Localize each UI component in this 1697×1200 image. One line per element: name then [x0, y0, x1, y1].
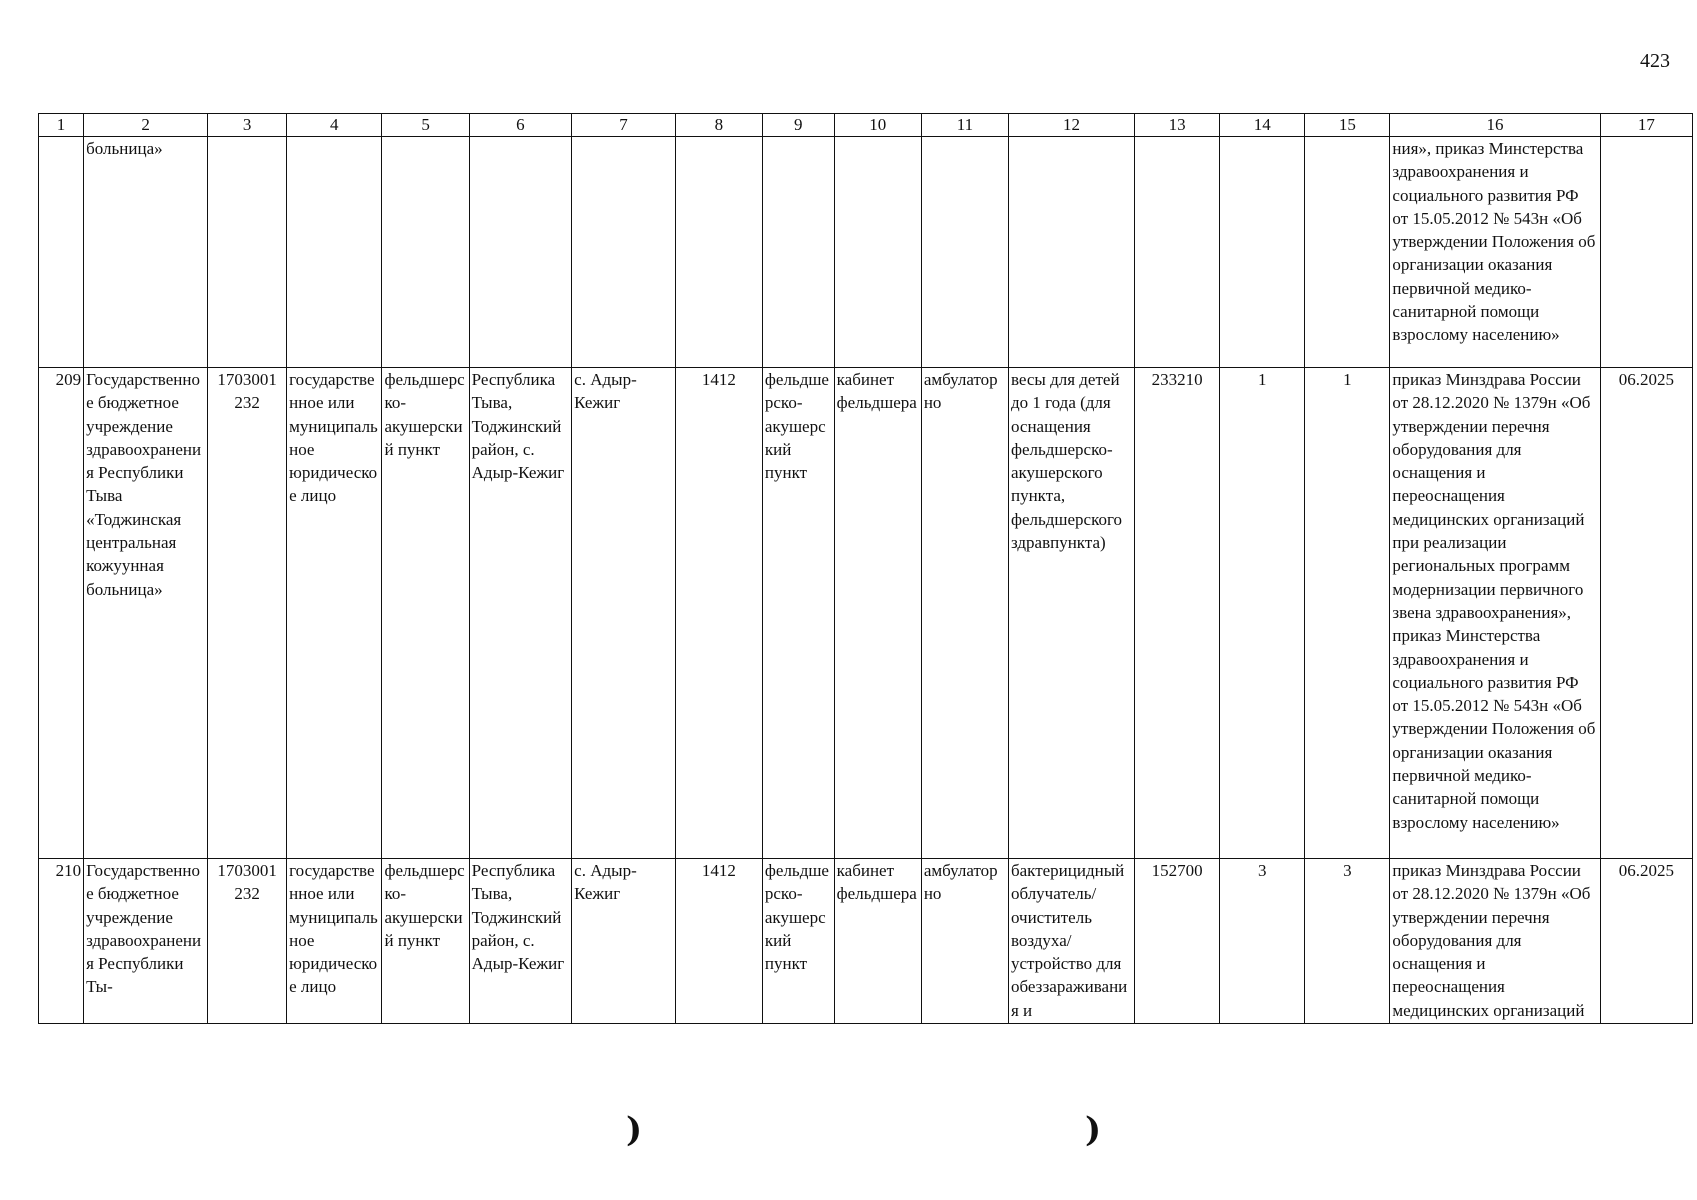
column-header: 11	[921, 114, 1008, 137]
cell-quantity-2: 1	[1305, 368, 1390, 859]
cell-care-form	[921, 137, 1008, 368]
column-header: 13	[1135, 114, 1220, 137]
cell-date: 06.2025	[1600, 859, 1692, 1024]
cell-equipment-code: 152700	[1135, 859, 1220, 1024]
cell-number: 210	[39, 859, 84, 1024]
cell-date	[1600, 137, 1692, 368]
cell-organization: больница»	[84, 137, 208, 368]
cell-code-2: 1412	[675, 368, 762, 859]
cell-legal-form: государственное или муниципальное юридическое лицо	[287, 368, 382, 859]
cell-organization: Государственное бюджетное учреждение здравоохранения Республики Тыва «Тоджинская центральная кожуунная больница»	[84, 368, 208, 859]
column-header: 15	[1305, 114, 1390, 137]
footer-mark: )	[1085, 1110, 1102, 1150]
cell-equipment	[1008, 137, 1134, 368]
cell-locality	[572, 137, 676, 368]
cell-code	[208, 137, 287, 368]
cell-unit-type: фельдшерско-акушерский пункт	[382, 859, 469, 1024]
register-table	[38, 113, 1693, 1024]
cell-unit-type	[382, 137, 469, 368]
cell-number: 209	[39, 368, 84, 859]
column-header: 8	[675, 114, 762, 137]
cell-subdivision: фельдшерско-акушерский пункт	[762, 859, 834, 1024]
cell-quantity: 3	[1220, 859, 1305, 1024]
column-header: 14	[1220, 114, 1305, 137]
column-header: 5	[382, 114, 469, 137]
cell-legal-basis: ния», приказ Минстерства здравоохранения и социального развития РФ от 15.05.2012 № 543н «Об утверждении Положения об организации оказания первичной медико-санитарной помощи взрослому населению»	[1390, 137, 1600, 368]
cell-quantity: 1	[1220, 368, 1305, 859]
cell-code: 1703001 232	[208, 368, 287, 859]
cell-equipment-code	[1135, 137, 1220, 368]
cell-organization: Государственное бюджетное учреждение здравоохранения Республики Ты-	[84, 859, 208, 1024]
cell-address	[469, 137, 572, 368]
cell-address: Республика Тыва, Тоджинский район, с. Адыр-Кежиг	[469, 368, 572, 859]
cell-legal-form: государственное или муниципальное юридическое лицо	[287, 859, 382, 1024]
column-header: 4	[287, 114, 382, 137]
column-header: 1	[39, 114, 84, 137]
cell-cabinet	[834, 137, 921, 368]
cell-legal-basis: приказ Минздрава России от 28.12.2020 № 1379н «Об утверждении перечня оборудования для оснащения и переоснащения медицинских организаций	[1390, 859, 1600, 1024]
cell-cabinet: кабинет фельдшера	[834, 368, 921, 859]
cell-equipment: бактерицидный облучатель/очиститель воздуха/устройство для обеззараживания и	[1008, 859, 1134, 1024]
cell-code-2: 1412	[675, 859, 762, 1024]
column-header: 2	[84, 114, 208, 137]
cell-subdivision	[762, 137, 834, 368]
column-header: 3	[208, 114, 287, 137]
cell-subdivision: фельдшерско-акушерский пункт	[762, 368, 834, 859]
cell-locality: с. Адыр-Кежиг	[572, 859, 676, 1024]
cell-quantity	[1220, 137, 1305, 368]
table-row	[39, 859, 1693, 1024]
footer-mark: )	[626, 1110, 643, 1150]
cell-date: 06.2025	[1600, 368, 1692, 859]
cell-cabinet: кабинет фельдшера	[834, 859, 921, 1024]
cell-quantity-2	[1305, 137, 1390, 368]
cell-care-form: амбулаторно	[921, 368, 1008, 859]
cell-code-2	[675, 137, 762, 368]
column-header: 7	[572, 114, 676, 137]
column-header: 17	[1600, 114, 1692, 137]
cell-legal-basis: приказ Минздрава России от 28.12.2020 № 1379н «Об утверждении перечня оборудования для оснащения и переоснащения медицинских организаций при реализации региональных программ модернизации первичного звена здравоохранения», приказ Минстерства здравоохранения и социального развития РФ от 15.05.2012 № 543н «Об утверждении Положения об организации оказания первичной медико-санитарной помощи взрослому населению»	[1390, 368, 1600, 859]
header-row	[39, 114, 1693, 137]
cell-equipment: весы для детей до 1 года (для оснащения фельдшерско-акушерского пункта, фельдшерского здравпункта)	[1008, 368, 1134, 859]
column-header: 12	[1008, 114, 1134, 137]
page-number: 423	[1640, 50, 1670, 72]
cell-equipment-code: 233210	[1135, 368, 1220, 859]
column-header: 9	[762, 114, 834, 137]
cell-number	[39, 137, 84, 368]
column-header: 6	[469, 114, 572, 137]
cell-quantity-2: 3	[1305, 859, 1390, 1024]
cell-unit-type: фельдшерско-акушерский пункт	[382, 368, 469, 859]
cell-care-form: амбулаторно	[921, 859, 1008, 1024]
cell-code: 1703001 232	[208, 859, 287, 1024]
cell-locality: с. Адыр-Кежиг	[572, 368, 676, 859]
table-row	[39, 368, 1693, 859]
cell-legal-form	[287, 137, 382, 368]
column-header: 10	[834, 114, 921, 137]
cell-address: Республика Тыва, Тоджинский район, с. Адыр-Кежиг	[469, 859, 572, 1024]
table-row	[39, 137, 1693, 368]
column-header: 16	[1390, 114, 1600, 137]
